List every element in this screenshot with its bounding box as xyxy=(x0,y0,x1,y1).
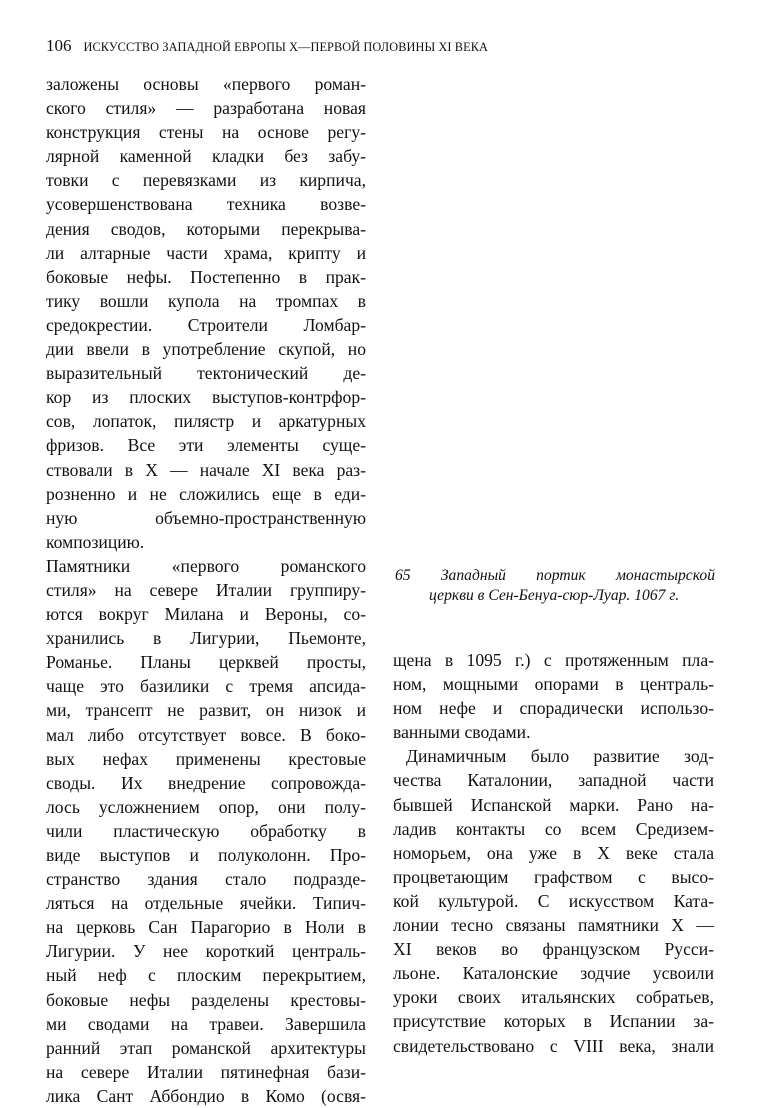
text-line: своды. Их внедрение сопровожда- xyxy=(46,772,366,793)
text-line: усовершенствована техника возве- xyxy=(46,194,366,215)
text-line: ный неф с плоским перекрытием, xyxy=(46,965,366,986)
text-line: хранились в Лигурии, Пьемонте, xyxy=(46,628,366,649)
text-line: ванными сводами. xyxy=(393,722,531,743)
text-line: боковые нефы разделены крестовы- xyxy=(46,989,366,1010)
text-line: ли алтарные части храма, крипту и xyxy=(46,242,366,263)
text-line: Памятники «первого романского xyxy=(46,555,366,576)
text-line: процветающим графством с высо- xyxy=(393,866,714,887)
text-line: стиля» на севере Италии группиру- xyxy=(46,579,366,600)
caption-line: 65 Западный портик монастырской xyxy=(395,567,715,584)
page-header xyxy=(46,36,726,58)
text-line: лярной каменной кладки без забу- xyxy=(46,146,366,167)
text-line: ми, трансепт не развит, он низок и xyxy=(46,700,366,721)
text-line: ранний этап романской архитектуры xyxy=(46,1037,366,1058)
text-line: лонии тесно связаны памятники X — xyxy=(393,915,714,936)
text-line: XI веков во французском Русси- xyxy=(393,939,714,960)
text-line: виде выступов и полуколонн. Про- xyxy=(46,845,366,865)
text-line: на севере Италии пятинефная бази- xyxy=(46,1061,366,1082)
text-line: выразительный тектонический де- xyxy=(46,363,366,384)
text-line: присутствие которых в Испании за- xyxy=(393,1011,714,1032)
text-line: чили пластическую обработку в xyxy=(46,820,366,841)
text-line: товки с перевязками из кирпича, xyxy=(46,170,366,191)
text-line: льоне. Каталонские зодчие усвоили xyxy=(393,963,714,984)
text-line: кой культурой. С искусством Ката- xyxy=(393,890,714,911)
text-line: композицию. xyxy=(46,531,145,552)
text-line: ном нефе и спорадически использо- xyxy=(393,698,714,719)
text-line: конструкция стены на основе регу- xyxy=(46,122,366,143)
text-line: ляться на отдельные ячейки. Типич- xyxy=(46,893,366,914)
left-text-column xyxy=(46,72,366,1108)
text-line: странство здания стало подразде- xyxy=(46,869,366,890)
text-line: розненно и не сложились еще в еди- xyxy=(46,483,366,504)
page-number: 106 xyxy=(46,36,72,55)
text-line: щена в 1095 г.) с протяженным пла- xyxy=(393,650,714,670)
text-line: свидетельствовано с VIII века, знали xyxy=(393,1035,714,1056)
text-line: сов, лопаток, пилястр и аркатурных xyxy=(46,411,366,432)
text-line: мал либо отсутствует вовсе. В боко- xyxy=(46,724,366,745)
text-line: ном, мощными опорами в централь- xyxy=(393,674,714,695)
text-line: ского стиля» — разработана новая xyxy=(46,98,366,119)
text-line: ствовали в X — начале XI века раз- xyxy=(46,459,366,480)
text-line: Динамичным было развитие зод- xyxy=(406,746,714,767)
text-line: тику вошли купола на тромпах в xyxy=(46,290,366,311)
text-line: лика Сант Аббондио в Комо (освя- xyxy=(46,1085,366,1106)
text-line: чества Каталонии, западной части xyxy=(393,770,714,791)
text-line: фризов. Все эти элементы суще- xyxy=(46,435,366,456)
text-line: вых нефах применены крестовые xyxy=(46,748,366,769)
text-line: уроки своих итальянских собратьев, xyxy=(393,987,714,1008)
right-text-column xyxy=(393,648,714,1058)
figure-caption xyxy=(395,566,715,606)
text-line: средокрестии. Строители Ломбар- xyxy=(46,314,366,335)
text-line: ную объемно-пространственную xyxy=(46,507,366,528)
text-line: дии ввели в употребление скупой, но xyxy=(46,339,366,360)
text-line: на церковь Сан Парагорио в Ноли в xyxy=(46,917,366,938)
text-line: лось усложнением опор, они полу- xyxy=(46,796,366,817)
text-line: чаще это базилики с тремя апсида- xyxy=(46,676,366,697)
text-line: ладив контакты со всем Средизем- xyxy=(393,818,714,839)
text-line: номорьем, она уже в X веке стала xyxy=(393,842,714,863)
text-line: бывшей Испанской марки. Рано на- xyxy=(393,794,714,815)
text-line: Романье. Планы церквей просты, xyxy=(46,652,366,673)
text-line: боковые нефы. Постепенно в прак- xyxy=(46,266,366,287)
running-head: ИСКУССТВО ЗАПАДНОЙ ЕВРОПЫ X—ПЕРВОЙ ПОЛОВИНЫ XI ВЕКА xyxy=(83,40,489,54)
text-line: ются вокруг Милана и Вероны, со- xyxy=(46,604,366,625)
caption-line: церкви в Сен-Бенуа-сюр-Луар. 1067 г. xyxy=(429,587,680,604)
text-line: Лигурии. У нее короткий централь- xyxy=(46,941,366,962)
text-line: кор из плоских выступов-контрфор- xyxy=(46,387,366,408)
text-line: ми сводами на травеи. Завершила xyxy=(46,1013,366,1034)
text-line: заложены основы «первого роман- xyxy=(46,74,366,94)
text-line: дения сводов, которыми перекрыва- xyxy=(46,218,366,239)
